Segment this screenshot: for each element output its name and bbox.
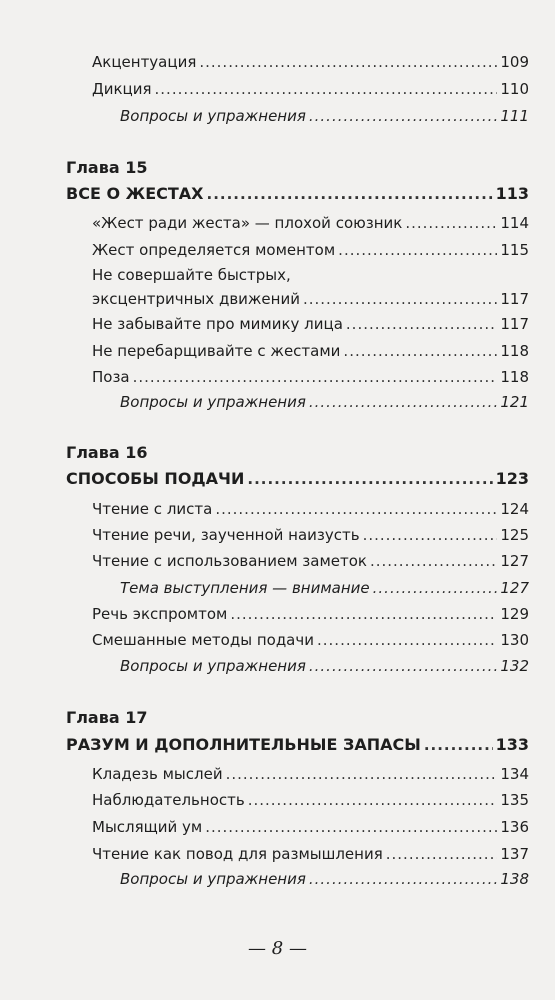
toc-entry: Чтение с листа ..... 124 xyxy=(92,500,529,518)
chapter-title: СПОСОБЫ ПОДАЧИ ..... 123 xyxy=(66,470,529,488)
toc-entry: Жест определяется моментом ..... 115 xyxy=(92,241,529,259)
toc-entry: Мыслящий ум ..... 136 xyxy=(92,818,529,836)
toc-entry: эксцентричных движений ..... 117 xyxy=(92,290,529,308)
chapter-label: Глава 15 xyxy=(66,158,148,177)
toc-entry-exercises: Вопросы и упражнения ..... 121 xyxy=(120,393,529,411)
toc-entry: Смешанные методы подачи ..... 130 xyxy=(92,631,529,649)
chapter-label: Глава 16 xyxy=(66,443,148,462)
chapter-title: РАЗУМ И ДОПОЛНИТЕЛЬНЫЕ ЗАПАСЫ ..... 133 xyxy=(66,736,529,754)
toc-entry: Дикция ..... 110 xyxy=(92,80,529,98)
toc-entry: «Жест ради жеста» — плохой союзник ..... 114 xyxy=(92,214,529,232)
toc-entry-exercises: Вопросы и упражнения ..... 111 xyxy=(120,107,529,125)
toc-entry: Кладезь мыслей ..... 134 xyxy=(92,765,529,783)
toc-entry: Чтение с использованием заметок ..... 127 xyxy=(92,552,529,570)
toc-entry: Акцентуация ..... 109 xyxy=(92,53,529,71)
toc-entry: Чтение речи, заученной наизусть ..... 125 xyxy=(92,526,529,544)
page-number: — 8 — xyxy=(248,938,307,959)
toc-entry-line1: Не совершайте быстрых, xyxy=(92,266,291,284)
chapter-title: ВСЕ О ЖЕСТАХ ..... 113 xyxy=(66,185,529,203)
toc-entry: Речь экспромтом ..... 129 xyxy=(92,605,529,623)
toc-entry: Не перебарщивайте с жестами ..... 118 xyxy=(92,342,529,360)
toc-entry: Чтение как повод для размышления ..... 137 xyxy=(92,845,529,863)
toc-entry-exercises: Вопросы и упражнения ..... 138 xyxy=(120,870,529,888)
toc-entry-exercises: Вопросы и упражнения ..... 132 xyxy=(120,657,529,675)
chapter-label: Глава 17 xyxy=(66,708,148,727)
toc-entry: Не забывайте про мимику лица ..... 117 xyxy=(92,315,529,333)
toc-entry: Наблюдательность ..... 135 xyxy=(92,791,529,809)
toc-entry: Поза ..... 118 xyxy=(92,368,529,386)
toc-entry-subsection: Тема выступления — внимание ..... 127 xyxy=(120,579,529,597)
